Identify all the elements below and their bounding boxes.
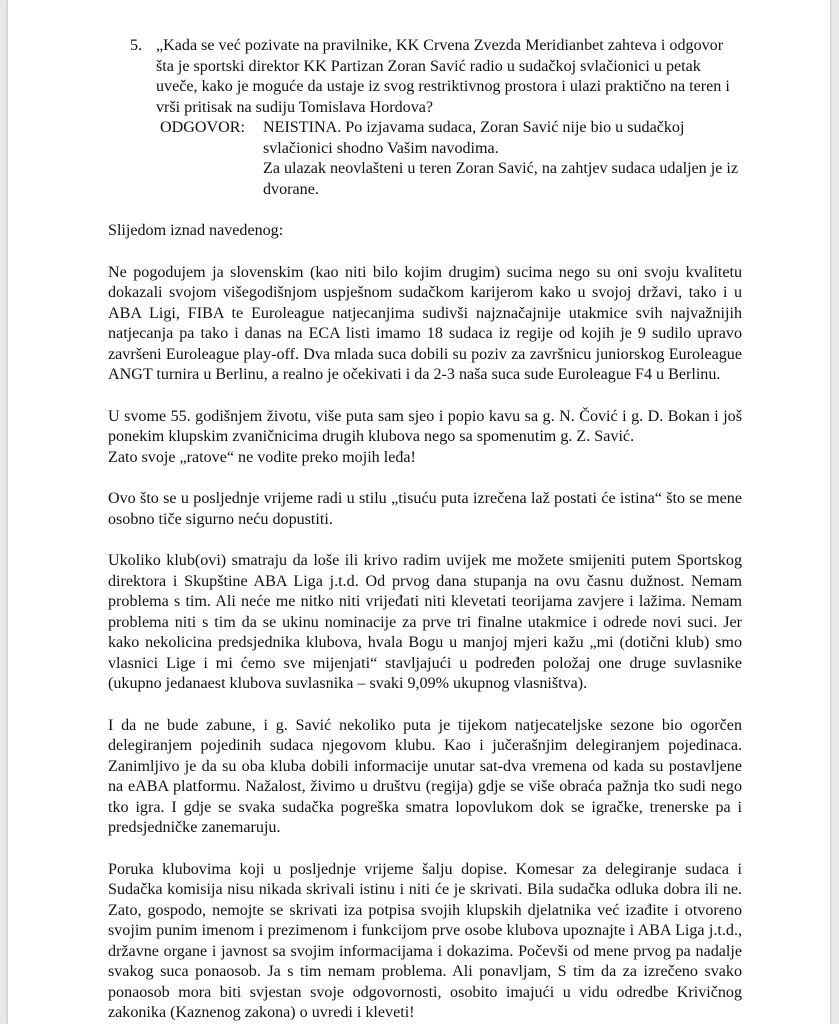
numbered-item-5 [108,36,742,118]
document-body [108,36,742,1024]
paragraph-savic: I da ne bude zabune, i g. Savić nekoliko puta je tijekom natjecateljske sezone bio ogorčen delegiranjem pojedinih sudaca njegovom klubu. Kao i jučerašnjim delegiranjem pojedinaca. Zanimljivo je da su oba kluba dobili informacije unutar sat-dva vremena od kada su postavljene na eABA platformu. Nažalost, živimo u društvu (regija) gdje se više obraća pažnja tko sudi nego tko igra. I gdje se svaka sudačka pogreška smatra lopovlukom dok se igračke, trenerske pa i predsjedničke zanemaruju. [108,716,742,836]
item-question: „Kada se već pozivate na pravilnike, KK Crvena Zvezda Meridianbet zahteva i odgovor šta je sportski direktor KK Partizan Zoran Savić radio u sudačkoj svlačionici u petak uveče, kako je moguće da ustaje iz svog restriktivnog prostora i ulazi praktično na teren i vrši pritisak na sudiju Tomislava Hordova? [156,37,730,116]
document-page [8,0,830,1024]
item-number: 5. [130,37,143,54]
answer-block [160,118,742,200]
answer-label: ODGOVOR: [160,119,245,136]
answer-line-1: NEISTINA. Po izjavama sudaca, Zoran Savić nije bio u sudačkoj svlačionici shodno Vašim navodima. [263,119,685,157]
intro-line: Slijedom iznad navedenog: [108,222,284,239]
paragraph-coffee: U svome 55. godišnjem životu, više puta sam sjeo i popio kavu sa g. N. Čović i g. D. Bokan i još ponekim klupskim zvaničnicima drugih klubova nego sa spomenutim g. Z. Savić. [108,407,742,445]
answer-line-2: Za ulazak neovlašteni u teren Zoran Savić, na zahtjev sudaca udaljen je iz dvorane. [263,160,739,198]
paragraph-slovenian-referees: Ne pogodujem ja slovenskim (kao niti bilo kojim drugim) sucima nego su oni svoju kvalitetu dokazali svojom višegodišnjom uspješnom sudačkom karijerom kako u svojoj državi, tako i u ABA Ligi, FIBA te Euroleague natjecanjima sudivši najznačajnije utakmice svih najvažnijih natjecanja pa tako i danas na ECA listi imamo 18 sudaca iz regije od kojih je 9 sudilo upravo završeni Euroleague play-off. Dva mlada suca dobili su poziv za završnicu juniorskog Euroleague ANGT turnira u Berlinu, a realno je očekivati i da 2-3 naša suca sude Euroleague F4 u Berlinu. [108,263,742,383]
answer-body [263,118,742,200]
paragraph-wars: Zato svoje „ratove“ ne vodite preko mojih leđa! [108,448,416,466]
paragraph-lie-truth: Ovo što se u posljednje vrijeme radi u stilu „tisuću puta izrečena laž postati će istina“ što se mene osobno tiče sigurno neću dopustiti. [108,490,742,528]
paragraph-clubs-dismiss: Ukoliko klub(ovi) smatraju da loše ili krivo radim uvijek me možete smijeniti putem Sportskog direktora i Skupštine ABA Liga j.t.d. Od prvog dana stupanja na ovu časnu dužnost. Nemam problema s tim. Ali neće me nitko niti vrijeđati niti klevetati teorijama zavjere i lažima. Nemam problema niti s tim da se ukinu nominacije za prve tri finalne utakmice i odrede novi suci. Jer kako nekolicina predsjednika klubova, hvala Bogu u manjoj mjeri kažu „mi (dotični klub) smo vlasnici Lige i mi ćemo sve mijenjati“ stavljajući u podređen položaj one druge suvlasnike (ukupno jedanaest klubova suvlasnika – svaki 9,09% ukupnog vlasništva). [108,552,742,692]
paragraph-message-clubs: Poruka klubovima koji u posljednje vrijeme šalju dopise. Komesar za delegiranje sudaca i Sudačka komisija nisu nikada skrivali istinu i niti će je skrivati. Bila sudačka odluka dobra ili ne. Zato, gospodo, nemojte se skrivati iza potpisa svojih klupskih djelatnika već izađite i otvoreno svojim punim imenom i prezimenom i funkcijom prve osobe klubova upoznajte i ABA Liga j.t.d., državne organe i javnost sa svojim informacijama i dokazima. Počevši od mene prvog pa nadalje svakog suca ponaosob. Ja s tim nemam problema. Ali ponavljam, S tim da za izrečeno svako ponaosob mora biti svjestan svoje odgovornosti, osobito imajući u vidu odredbe Krivičnog zakonika (Kaznenog zakona) o uvredi i kleveti! [108,860,742,1021]
